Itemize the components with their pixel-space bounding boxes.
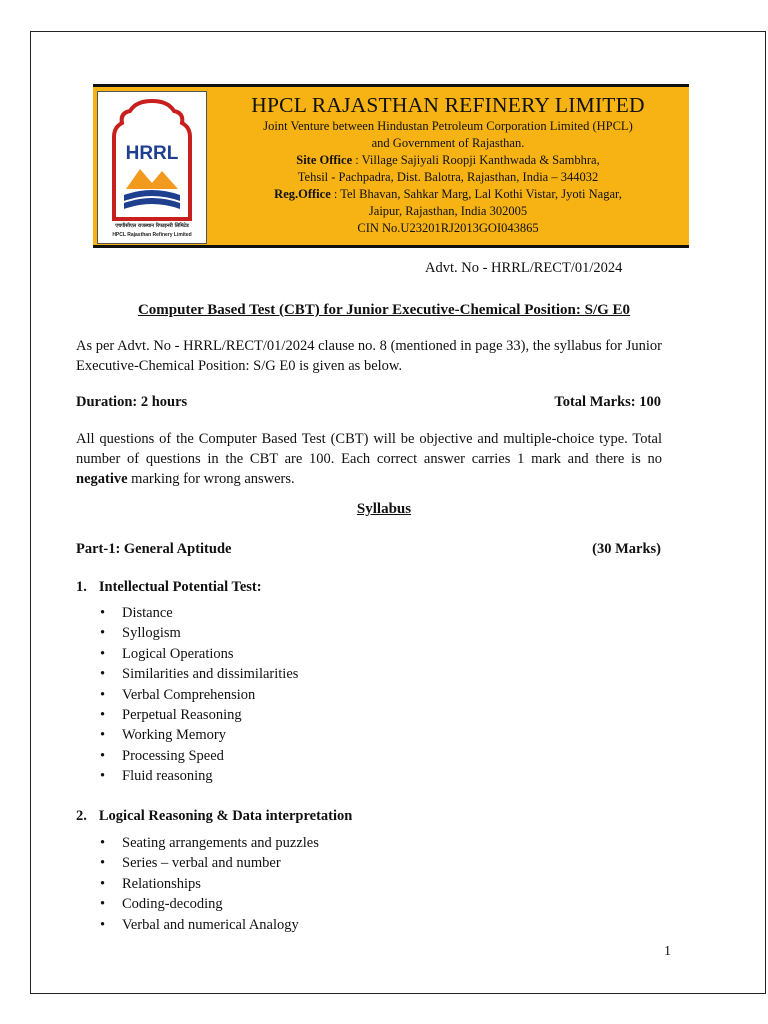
bullet-icon: • — [100, 605, 106, 621]
list-item — [100, 603, 298, 623]
bullet-icon: • — [100, 896, 106, 913]
bullet-icon: • — [100, 645, 106, 662]
reg-office-address: : Tel Bhavan, Sahkar Marg, Lal Kothi Vistar, Jyoti Nagar, — [330, 187, 622, 201]
page-number: 1 — [664, 944, 671, 959]
list-item — [100, 705, 298, 725]
list-item — [100, 623, 298, 643]
list-item-text: Series – verbal and number — [122, 855, 281, 872]
letterhead-text — [210, 92, 686, 237]
list-item-text: Fluid reasoning — [122, 768, 213, 785]
list-item — [100, 874, 319, 894]
list-item — [100, 725, 298, 745]
list-item-text: Logical Operations — [122, 645, 234, 662]
bullet-icon: • — [100, 707, 106, 724]
list-item-text: Distance — [122, 605, 173, 621]
advertisement-reference: Advt. No - HRRL/RECT/01/2024 — [425, 260, 623, 276]
jv-line-1: Joint Venture between Hindustan Petroleum Corporation Limited (HPCL) — [263, 119, 633, 133]
list-item-text: Perpetual Reasoning — [122, 707, 242, 724]
questions-paragraph — [76, 429, 662, 489]
duration: Duration: 2 hours — [76, 394, 188, 410]
list-item-text: Relationships — [122, 875, 201, 892]
total-marks: Total Marks: 100 — [554, 394, 661, 410]
reg-office-line-1 — [210, 186, 686, 203]
bullet-icon: • — [100, 835, 106, 851]
bullet-icon: • — [100, 855, 106, 872]
section1-title: Intellectual Potential Test: — [98, 579, 262, 595]
list-item-text: Working Memory — [122, 727, 226, 744]
hrrl-emblem-icon — [106, 97, 198, 223]
part1-marks: (30 Marks) — [592, 541, 661, 557]
list-item — [100, 746, 298, 766]
list-item — [100, 664, 298, 684]
intro-paragraph: As per Advt. No - HRRL/RECT/01/2024 clause no. 8 (mentioned in page 33), the syllabus for Junior Executive-Chemical Position: S/G E0 is given as below. — [76, 338, 662, 374]
section1-number: 1. — [76, 579, 87, 595]
section1-list — [100, 603, 298, 787]
syllabus-heading: Syllabus — [356, 501, 412, 517]
list-item-text: Coding-decoding — [122, 896, 223, 913]
list-item-text: Syllogism — [122, 625, 181, 642]
section2-number: 2. — [76, 808, 87, 824]
bullet-icon: • — [100, 727, 106, 744]
list-item — [100, 894, 319, 914]
list-item — [100, 644, 298, 664]
list-item-text: Processing Speed — [122, 747, 224, 764]
site-office-address: : Village Sajiyali Roopji Kanthwada & Sambhra, — [352, 153, 600, 167]
bullet-icon: • — [100, 916, 106, 933]
svg-text:HRRL: HRRL — [125, 143, 179, 164]
list-item — [100, 833, 319, 853]
section2-list — [100, 833, 319, 935]
bullet-icon: • — [100, 768, 106, 785]
company-name: HPCL RAJASTHAN REFINERY LIMITED — [251, 93, 645, 117]
bullet-icon: • — [100, 747, 106, 764]
company-logo — [97, 91, 207, 244]
site-office-line-2: Tehsil - Pachpadra, Dist. Balotra, Rajasthan, India – 344032 — [297, 170, 599, 184]
site-office-label: Site Office — [296, 153, 353, 167]
bullet-icon: • — [100, 686, 106, 703]
list-item — [100, 915, 319, 935]
questions-bold-word: negative — [76, 471, 128, 487]
part1-title: Part-1: General Aptitude — [76, 541, 232, 557]
section1-heading — [76, 577, 262, 597]
questions-text-end: marking for wrong answers. — [127, 471, 295, 487]
list-item — [100, 685, 298, 705]
cin-number: CIN No.U23201RJ2013GOI043865 — [357, 221, 539, 235]
list-item-text: Verbal Comprehension — [122, 686, 256, 703]
list-item-text: Verbal and numerical Analogy — [122, 916, 299, 933]
list-item — [100, 766, 298, 786]
logo-english-caption: HPCL Rajasthan Refinery Limited — [112, 232, 192, 238]
reg-office-line-2: Jaipur, Rajasthan, India 302005 — [368, 204, 528, 218]
jv-line-2: and Government of Rajasthan. — [371, 136, 525, 150]
list-item — [100, 853, 319, 873]
bullet-icon: • — [100, 625, 106, 642]
site-office-line-1 — [210, 152, 686, 169]
questions-text: All questions of the Computer Based Test (CBT) will be objective and multiple-choice type. Total number of questions in the CBT are 100. Each correct answer carries 1 mark and there is no — [76, 431, 662, 467]
list-item-text: Similarities and dissimilarities — [122, 666, 299, 683]
list-item-text: Seating arrangements and puzzles — [122, 835, 319, 851]
logo-hindi-caption: एचपीसीएल राजस्थान रिफाइनरी लिमिटेड — [115, 223, 189, 229]
section2-title: Logical Reasoning & Data interpretation — [98, 808, 353, 824]
reg-office-label: Reg.Office — [274, 187, 331, 201]
bullet-icon: • — [100, 875, 106, 892]
section2-heading — [76, 806, 352, 826]
bullet-icon: • — [100, 666, 106, 683]
document-title: Computer Based Test (CBT) for Junior Executive-Chemical Position: S/G E0 — [137, 302, 631, 318]
